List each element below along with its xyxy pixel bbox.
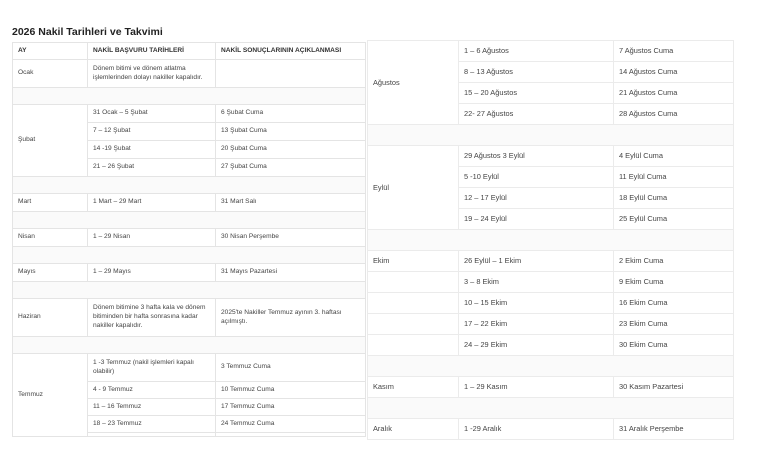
- page-title: 2026 Nakil Tarihleri ve Takvimi: [12, 26, 163, 38]
- result-cell: 30 Ekim Cuma: [614, 335, 734, 356]
- table-row: [368, 377, 734, 398]
- table-row: [368, 293, 734, 314]
- application-cell: 21 – 26 Şubat: [88, 159, 216, 177]
- table-row: [368, 314, 734, 335]
- application-cell: 11 – 16 Temmuz: [88, 399, 216, 416]
- month-cell: Ağustos: [368, 41, 459, 125]
- table-row: [13, 299, 366, 337]
- month-cell: Eylül: [368, 146, 459, 230]
- application-cell: 1 -3 Temmuz (nakil işlemleri kapalı olabilir): [88, 354, 216, 382]
- application-cell: 10 – 15 Ekim: [459, 293, 614, 314]
- spacer-row: [13, 212, 366, 229]
- month-cell: [368, 293, 459, 314]
- table-row: [368, 419, 734, 440]
- result-cell: 21 Ağustos Cuma: [614, 83, 734, 104]
- application-cell: 7 – 12 Şubat: [88, 123, 216, 141]
- result-cell: 3 Temmuz Cuma: [216, 354, 366, 382]
- month-cell: Ekim: [368, 251, 459, 272]
- transfer-calendar-table-left: [12, 42, 366, 437]
- result-cell: 31 Mayıs Pazartesi: [216, 264, 366, 282]
- result-cell: 31 Aralık Perşembe: [614, 419, 734, 440]
- table-row: [13, 354, 366, 382]
- application-cell: 1 – 29 Kasım: [459, 377, 614, 398]
- result-cell: 10 Temmuz Cuma: [216, 382, 366, 399]
- application-cell: 19 – 24 Eylül: [459, 209, 614, 230]
- result-cell: 20 Şubat Cuma: [216, 141, 366, 159]
- application-cell: 31 Ocak – 5 Şubat: [88, 105, 216, 123]
- month-cell: Kasım: [368, 377, 459, 398]
- application-cell: 1 – 6 Ağustos: [459, 41, 614, 62]
- spacer-row: [13, 337, 366, 354]
- month-cell: Şubat: [13, 105, 88, 177]
- result-cell: 16 Ekim Cuma: [614, 293, 734, 314]
- spacer-row: [368, 398, 734, 419]
- table-row: [13, 60, 366, 88]
- spacer-row: [368, 356, 734, 377]
- header-results-announcement: NAKİL SONUÇLARININ AÇIKLANMASI: [216, 43, 366, 60]
- month-cell: [368, 335, 459, 356]
- spacer-row: [368, 230, 734, 251]
- month-cell: Nisan: [13, 229, 88, 247]
- header-month: AY: [13, 43, 88, 60]
- result-cell: 7 Ağustos Cuma: [614, 41, 734, 62]
- month-cell: Ocak: [13, 60, 88, 88]
- application-cell: Dönem bitimi ve dönem atlatma işlemlerinden dolayı nakiller kapalıdır.: [88, 60, 216, 88]
- result-cell: [216, 60, 366, 88]
- result-cell: 2 Ekim Cuma: [614, 251, 734, 272]
- application-cell: 15 – 20 Ağustos: [459, 83, 614, 104]
- application-cell: 8 – 13 Ağustos: [459, 62, 614, 83]
- table-row: [368, 146, 734, 167]
- transfer-calendar-table-right: [367, 40, 734, 440]
- application-cell: 1 Mart – 29 Mart: [88, 194, 216, 212]
- month-cell: Haziran: [13, 299, 88, 337]
- table-row: [13, 105, 366, 123]
- spacer-row: [368, 125, 734, 146]
- application-cell: 18 – 23 Temmuz: [88, 416, 216, 433]
- result-cell: [216, 433, 366, 437]
- month-cell: Aralık: [368, 419, 459, 440]
- application-cell: 1 -29 Aralık: [459, 419, 614, 440]
- table-row: [368, 251, 734, 272]
- result-cell: 28 Ağustos Cuma: [614, 104, 734, 125]
- result-cell: 14 Ağustos Cuma: [614, 62, 734, 83]
- result-cell: 17 Temmuz Cuma: [216, 399, 366, 416]
- result-cell: 13 Şubat Cuma: [216, 123, 366, 141]
- spacer-row: [13, 88, 366, 105]
- application-cell: 3 – 8 Ekim: [459, 272, 614, 293]
- spacer-row: [13, 177, 366, 194]
- application-cell: [88, 433, 216, 437]
- application-cell: 1 – 29 Mayıs: [88, 264, 216, 282]
- application-cell: 24 – 29 Ekim: [459, 335, 614, 356]
- month-cell: [368, 272, 459, 293]
- month-cell: [368, 314, 459, 335]
- table-row: [13, 264, 366, 282]
- application-cell: 26 Eylül – 1 Ekim: [459, 251, 614, 272]
- application-cell: 14 -19 Şubat: [88, 141, 216, 159]
- month-cell: Temmuz: [13, 354, 88, 437]
- result-cell: 23 Ekim Cuma: [614, 314, 734, 335]
- result-cell: 6 Şubat Cuma: [216, 105, 366, 123]
- table-row: [13, 229, 366, 247]
- application-cell: 4 - 9 Temmuz: [88, 382, 216, 399]
- spacer-row: [13, 247, 366, 264]
- table-row: [368, 41, 734, 62]
- table-row: [368, 272, 734, 293]
- table-row: [13, 194, 366, 212]
- result-cell: 18 Eylül Cuma: [614, 188, 734, 209]
- result-cell: 2025'te Nakiller Temmuz ayının 3. haftası açılmıştı.: [216, 299, 366, 337]
- result-cell: 30 Kasım Pazartesi: [614, 377, 734, 398]
- result-cell: 4 Eylül Cuma: [614, 146, 734, 167]
- result-cell: 9 Ekim Cuma: [614, 272, 734, 293]
- application-cell: 1 – 29 Nisan: [88, 229, 216, 247]
- result-cell: 27 Şubat Cuma: [216, 159, 366, 177]
- header-application-dates: NAKİL BAŞVURU TARİHLERİ: [88, 43, 216, 60]
- result-cell: 24 Temmuz Cuma: [216, 416, 366, 433]
- month-cell: Mart: [13, 194, 88, 212]
- application-cell: 12 – 17 Eylül: [459, 188, 614, 209]
- result-cell: 25 Eylül Cuma: [614, 209, 734, 230]
- application-cell: Dönem bitimine 3 hafta kala ve dönem bitiminden bir hafta sonrasına kadar nakiller kapalıdır.: [88, 299, 216, 337]
- result-cell: 31 Mart Salı: [216, 194, 366, 212]
- application-cell: 22- 27 Ağustos: [459, 104, 614, 125]
- result-cell: 11 Eylül Cuma: [614, 167, 734, 188]
- spacer-row: [13, 282, 366, 299]
- application-cell: 29 Ağustos 3 Eylül: [459, 146, 614, 167]
- application-cell: 17 – 22 Ekim: [459, 314, 614, 335]
- application-cell: 5 -10 Eylül: [459, 167, 614, 188]
- table-row: [368, 335, 734, 356]
- result-cell: 30 Nisan Perşembe: [216, 229, 366, 247]
- month-cell: Mayıs: [13, 264, 88, 282]
